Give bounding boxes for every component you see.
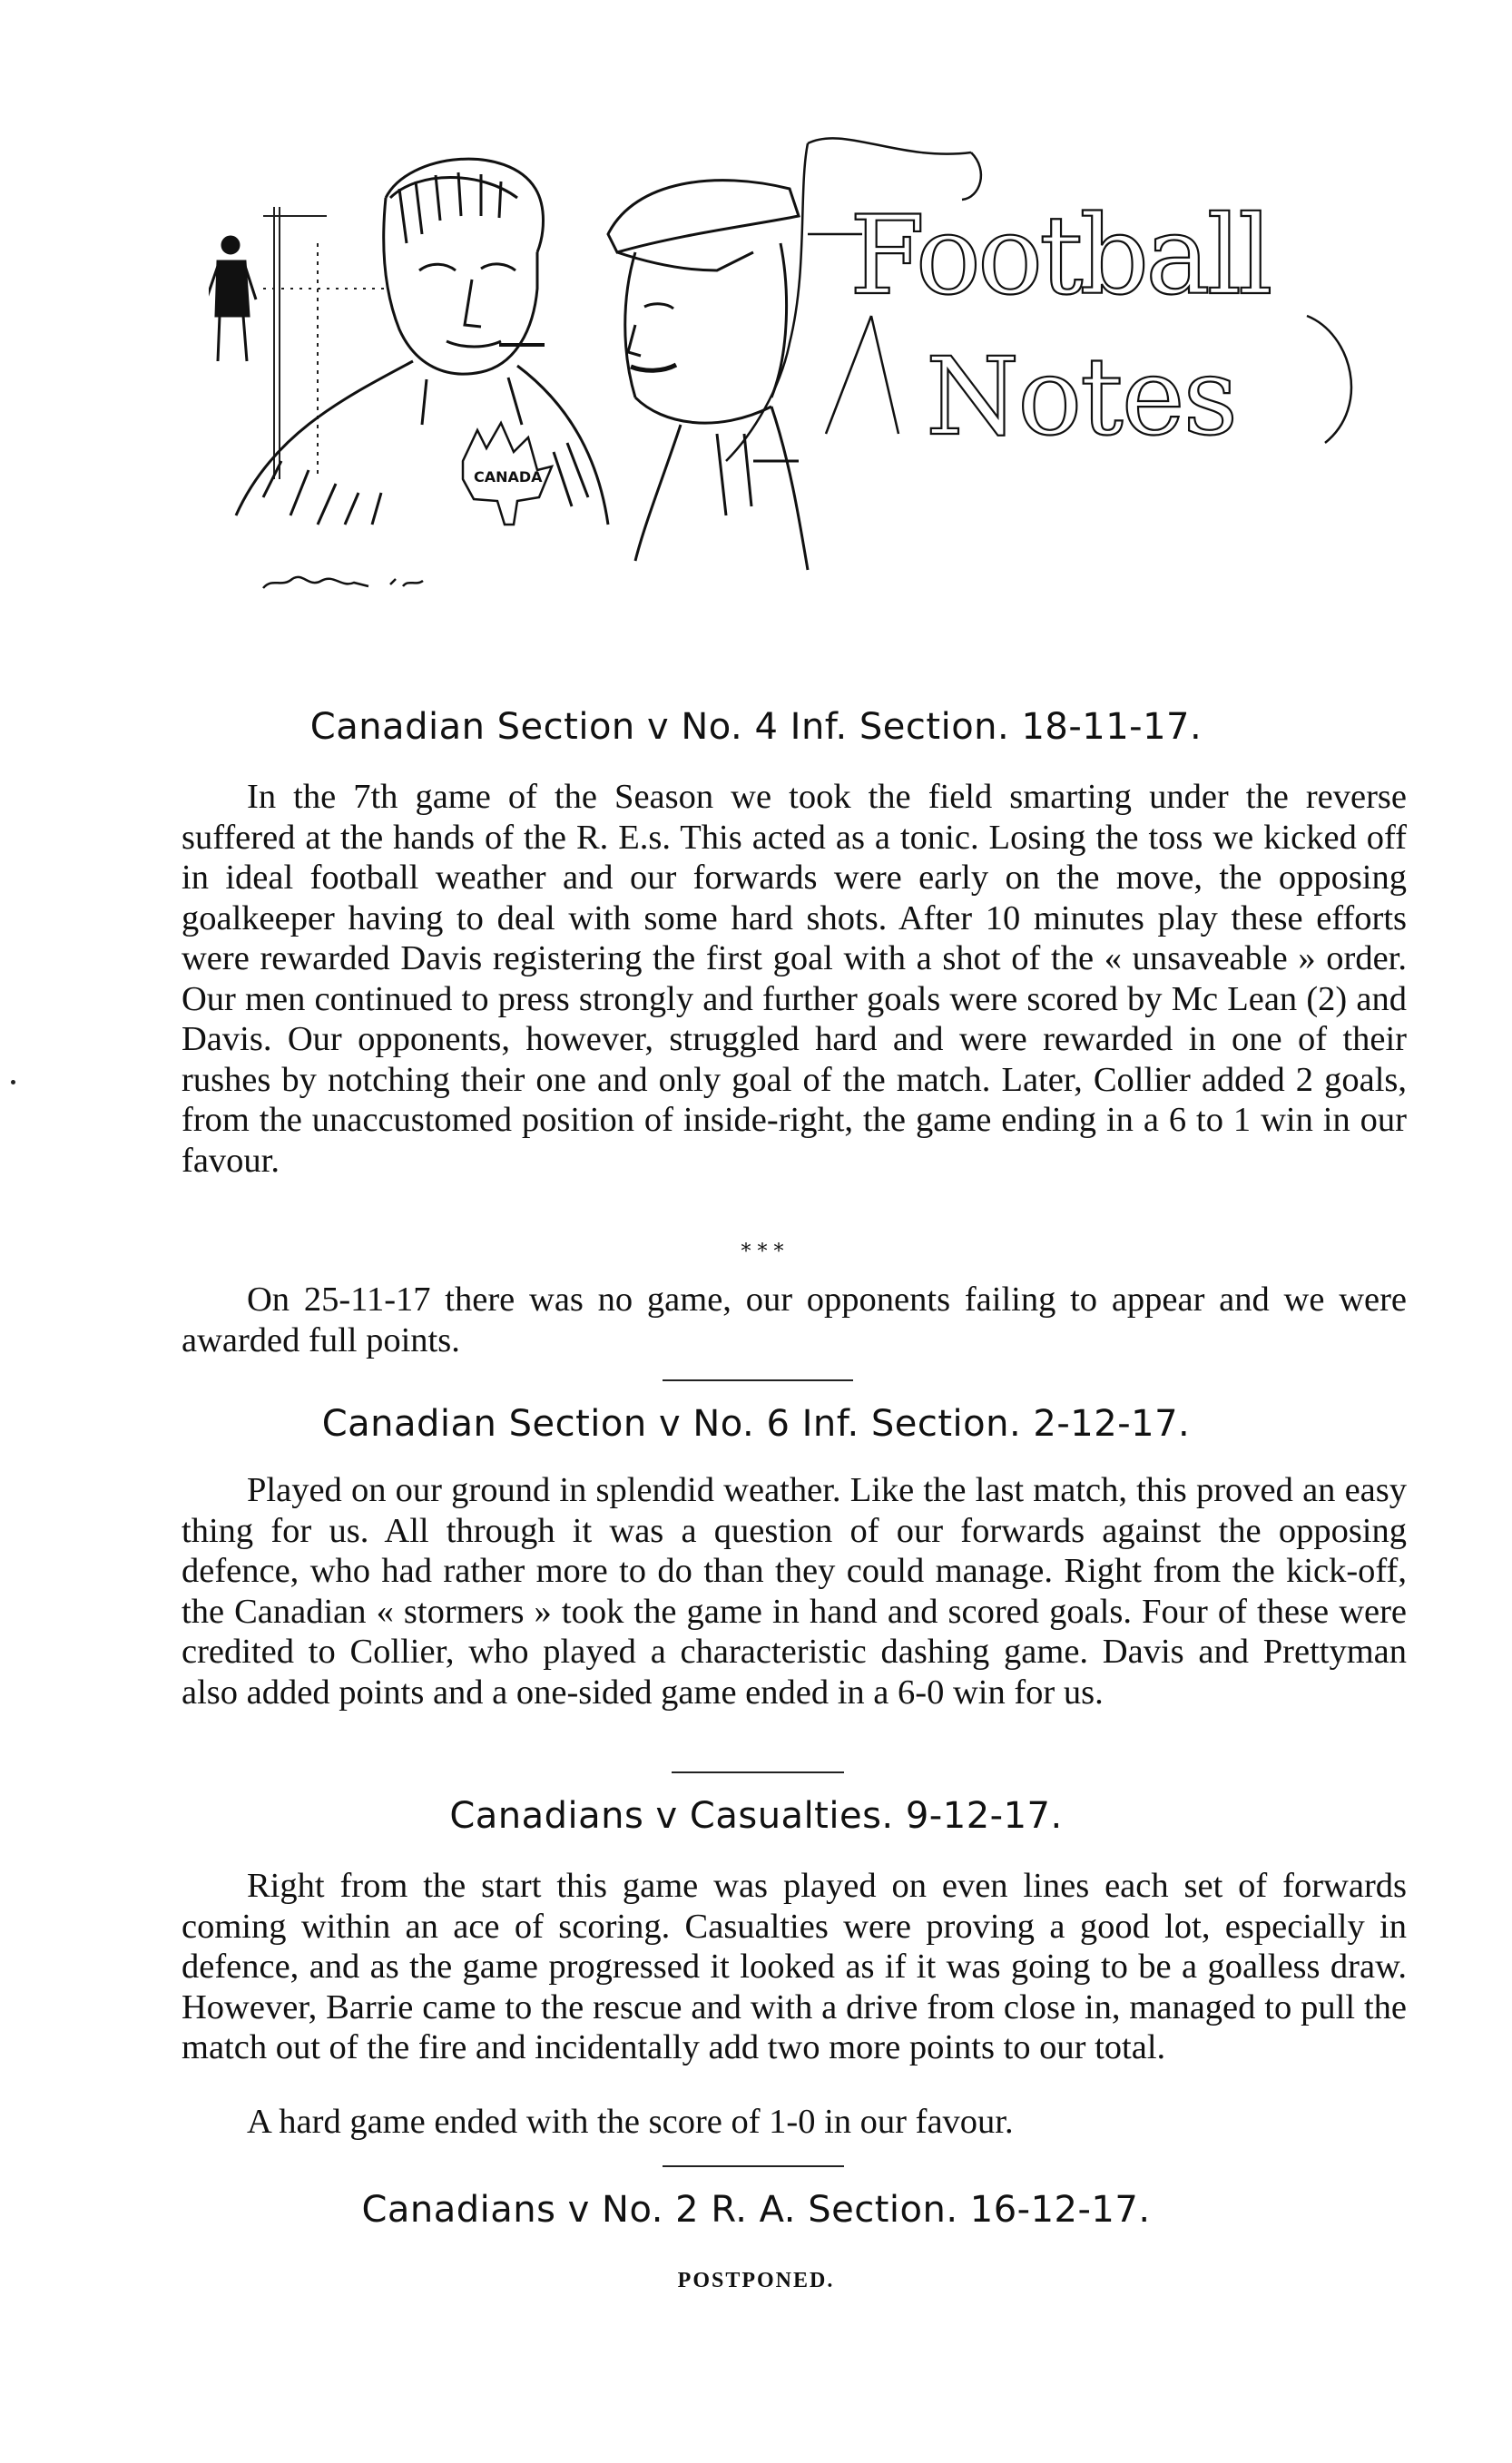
football-notes-title-art [726, 138, 1351, 461]
footballer-portrait [236, 159, 608, 525]
asterism-separator: * * * [741, 1241, 784, 1263]
section-heading-1: Canadian Section v No. 4 Inf. Section. 18-11-17. [309, 706, 1203, 748]
goalkeeper-figure [209, 237, 256, 361]
postponed-notice: POSTPONED. [677, 2269, 835, 2292]
section-divider [672, 1771, 844, 1773]
goal-net-drawing [263, 207, 390, 479]
match-report-paragraph: A hard game ended with the score of 1-0 in our favour. [247, 2103, 1014, 2141]
match-report-paragraph: Played on our ground in splendid weather. Like the last match, this proved an easy thing for us. All through it was a question of our forwards against the opposing defence, who had rather more to do than they could manage. Right from the kick-off, the Canadian « stormers » took the game in hand and scored goals. Four of these were credited to Collier, who played a characteristic dashing game. Davis and Prettyman also added points and a one-sided game ended in a 6-0 win for us. [182, 1471, 1407, 1712]
artist-signature [263, 577, 423, 588]
match-report-paragraph: On 25-11-17 there was no game, our opponents failing to appear and we were awarded full points. [182, 1281, 1407, 1359]
badge-label: CANADA [474, 468, 543, 486]
section-heading-4: Canadians v No. 2 R. A. Section. 16-12-17. [361, 2189, 1151, 2231]
match-report-paragraph: In the 7th game of the Season we took the field smarting under the reverse suffered at the hands of the R. E.s. This acted as a tonic. Losing the toss we kicked off in ideal football weather and our forwards were early on the move, the opposing goalkeeper having to deal with some hard shots. After 10 minutes play these efforts were rewarded Davis registering the first goal with a shot of the « unsaveable » order. Our men continued to press strongly and further goals were scored by Mc Lean (2) and Davis. Our opponents, however, struggled hard and were rewarded in one of their rushes by notching their one and only goal of the match. Later, Collier added 2 goals, from the unaccustomed position of inside-right, the game ending in a 6 to 1 win in our favour. [182, 778, 1407, 1180]
section-heading-3: Canadians v Casualties. 9-12-17. [449, 1795, 1063, 1837]
section-divider [663, 1379, 853, 1381]
officer-portrait [608, 181, 808, 570]
title-line2: Notes [926, 334, 1237, 459]
title-line1: Football [849, 193, 1270, 319]
margin-mark [11, 1080, 15, 1084]
header-illustration [209, 134, 1407, 624]
section-divider [663, 2165, 844, 2167]
section-heading-2: Canadian Section v No. 6 Inf. Section. 2-12-17. [321, 1403, 1191, 1445]
match-report-paragraph: Right from the start this game was played on even lines each set of forwards coming within an ace of scoring. Casualties were proving a good lot, especially in defence, and as the game progressed it looked as if it was going to be a goalless draw. However, Barrie came to the rescue and with a drive from close in, managed to pull the match out of the fire and incidentally add two more points to our total. [182, 1867, 1407, 2066]
maple-leaf-badge [463, 423, 552, 525]
